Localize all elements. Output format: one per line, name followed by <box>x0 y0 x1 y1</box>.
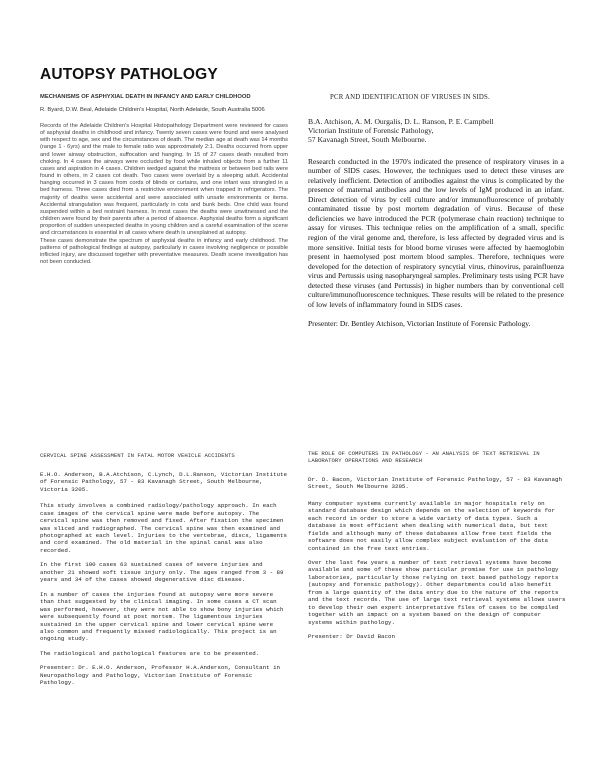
abstract-title: THE ROLE OF COMPUTERS IN PATHOLOGY - AN ANALYSIS OF TEXT RETRIEVAL IN LABORATORY OPERATIONS AND RESEARCH <box>308 450 540 464</box>
abstract-body <box>40 502 290 657</box>
page-title: AUTOPSY PATHOLOGY <box>40 66 218 83</box>
abstract-paragraph: Research conducted in the 1970's indicated the presence of respiratory viruses in a number of SIDS cases. However, the techniques used to detect these viruses are relatively inefficient. Detection of antibodies against the virus is complicated by the presence of maternal antibodies and the low levels of IgM produced in an infant. Direct detection of virus by cell culture and/or immunofluorescence of probably contaminated tissue by post mortem degradation of virus. Because of these deficiencies we have introduced the PCR (polymerase chain reaction) technique to assay for viruses. This technique relies on the amplification of a small, specific region of the viral genome and, therefore, is less affected by degraded virus and is more sensitive. Initial tests for blood borne viruses were affected by haemoglobin present in haemolysed post mortem blood samples. Therefore, techniques were developed for the detection of respiratory syncytial virus, rhinovirus, parainfluenza virus and Pertussis using nasopharyngeal samples. Preliminary tests using PCR have detected these viruses (and Pertussis) in higher numbers than by conventional cell culture/immunofluorescence techniques. These results will be related to the presence of low levels of inflammatory found in SIDS cases. <box>308 156 564 309</box>
abstract-body <box>308 500 566 626</box>
abstract-body <box>308 157 564 310</box>
abstract-authors: R. Byard, D.W. Beal, Adelaide Children's Hospital, North Adelaide, South Australia 5006 <box>40 107 265 113</box>
affiliation-line: 57 Kavanagh Street, South Melbourne. <box>308 135 427 145</box>
abstract-presenter: Presenter: Dr. E.H.O. Anderson, Professor H.A.Anderson, Consultant in Neuropathology and Pathology, Victorian Institute of Forensic Pathology. <box>40 664 281 687</box>
abstract-paragraph: The radiological and pathological features are to be presented. <box>40 649 260 657</box>
abstract-authors: B.A. Atchison, A. M. Ourgalis, D. L. Ranson, P. E. Campbell <box>308 117 494 126</box>
abstract-affiliation <box>308 126 564 144</box>
abstract-authors: E.H.O. Anderson, B.A.Atchison, C.Lynch, D.L.Ranson, Victorian Institute of Forensic Pathology, 57 - 83 Kavanagh Street, South Melbourne, Victoria 3205. <box>40 471 287 493</box>
abstract-cervical-spine <box>40 452 290 742</box>
abstract-computers-pathology <box>308 450 566 740</box>
abstract-paragraph: In a number of cases the injuries found at autopsy were more severe than that suggested by the clinical imaging. In some cases a CT scan was performed, however, they were not able to show bony injuries which were subsequently found at post mortem. The ligamentous injuries sustained in the upper cervical spine and lower cervical spine were also common and frequently missed radiologically. This project is an ongoing study. <box>40 590 284 643</box>
abstract-paragraph: In the first 100 cases 63 sustained cases of severe injuries and another 21 showed soft tissue injury only. The ages ranged from 3 - 89 years and 34 of the cases showed degenerative disc disease. <box>40 561 284 584</box>
abstract-authors: Dr. D. Bacon, Victorian Institute of Forensic Pathology, 57 - 83 Kavanagh Street, South Melbourne 3205. <box>308 476 562 491</box>
abstract-paragraph: Many computer systems currently available in major hospitals rely on standard database design which depends on the selection of keywords for each record in order to store a wide variety of data types. Such a database is most efficient when dealing with numerical data, but text fields and although many of these databases allow free text fields the software does not easily allow complex subject evaluation of the data contained in the free text entries. <box>308 499 555 552</box>
abstract-presenter: Presenter: Dr David Bacon <box>308 633 395 641</box>
abstract-paragraph: Over the last few years a number of text retrieval systems have become available and some of these show particular promise for use in pathology laboratories, particularly those relying on text based pathology reports (autopsy and forensic pathology). Other departments could also benefit from a large quantity of the data entry due to the nature of the reports and the text records. The use of large text retrieval systems allows users to develop their own expert interpretative files of cases to be compiled together with an impact on a system based on the design of computer systems within pathology. <box>308 558 566 626</box>
abstract-title: MECHANISMS OF ASPHYXIAL DEATH IN INFANCY AND EARLY CHILDHOOD <box>40 94 251 100</box>
abstract-body <box>40 123 288 266</box>
abstract-asphyxial-death <box>40 94 288 394</box>
abstract-presenter: Presenter: Dr. Bentley Atchison, Victorian Institute of Forensic Pathology. <box>308 319 531 329</box>
abstract-title: PCR AND IDENTIFICATION OF VIRUSES IN SIDS. <box>330 94 490 101</box>
affiliation-line: Victorian Institute of Forensic Pathology, <box>308 126 434 136</box>
abstract-title: CERVICAL SPINE ASSESSMENT IN FATAL MOTOR VEHICLE ACCIDENTS <box>40 452 235 459</box>
abstract-pcr-viruses-sids <box>308 94 564 394</box>
abstract-paragraph: These cases demonstrate the spectrum of asphyxial deaths in infancy and early childhood. The patterns of pathological findings at autopsy, particularly in cases involving negligence or possible inflicted injury, are discussed together with preventative measures. Death scene investigation has not been conducted. <box>40 237 288 265</box>
abstract-paragraph: This study involves a combined radiology/pathology approach. In each case images of the cervical spine were made before autopsy. The cervical spine was then removed and fixed. After fixation the specimen was sliced and radiographed. The cervical spine was then examined and photographed at each level. Injuries to the vertebrae, discs, ligaments and cord examined. The old material in the spinal canal was also recorded. <box>40 502 287 554</box>
abstract-paragraph: Records of the Adelaide Children's Hospital Histopathology Department were reviewed for cases of asphyxial deaths in childhood and infancy. Twenty seven cases were found and were analysed with respect to age, sex and the circumstances of death. The median age at death was 14 months (range 1 - 6yrs) and the male to female ratio was approximately 2:1. Deaths occurred from upper and lower airway obstruction, suffocation and hanging. In 15 of 27 cases death resulted from choking. In 4 cases the airways were occluded by food while inhaled objects from a further 11 cases and aspiration in 4 cases. Children wedged against the mattress or between bed rails were found in others, in 2 cases cot death. Two cases were overlaid by a sleeping adult. Accidental hanging occurred in 3 cases from cords of blinds or curtains, and one infant was strangled in a bed harness. Three cases died from a restrictive environment when trapped in refrigerators. The majority of deaths were accidental and were associated with unsafe environments or items. Accidental strangulation was frequent, particularly in cots and bunk beds. One child was found suspended within a bed restraint harness. In most cases the deaths were unwitnessed and the children were found by their parents after a period of absence. Asphyxial deaths form a significant proportion of sudden unexpected deaths in young children and a careful examination of the scene and circumstances is essential in all cases where death is unexplained at autopsy. <box>40 123 288 237</box>
